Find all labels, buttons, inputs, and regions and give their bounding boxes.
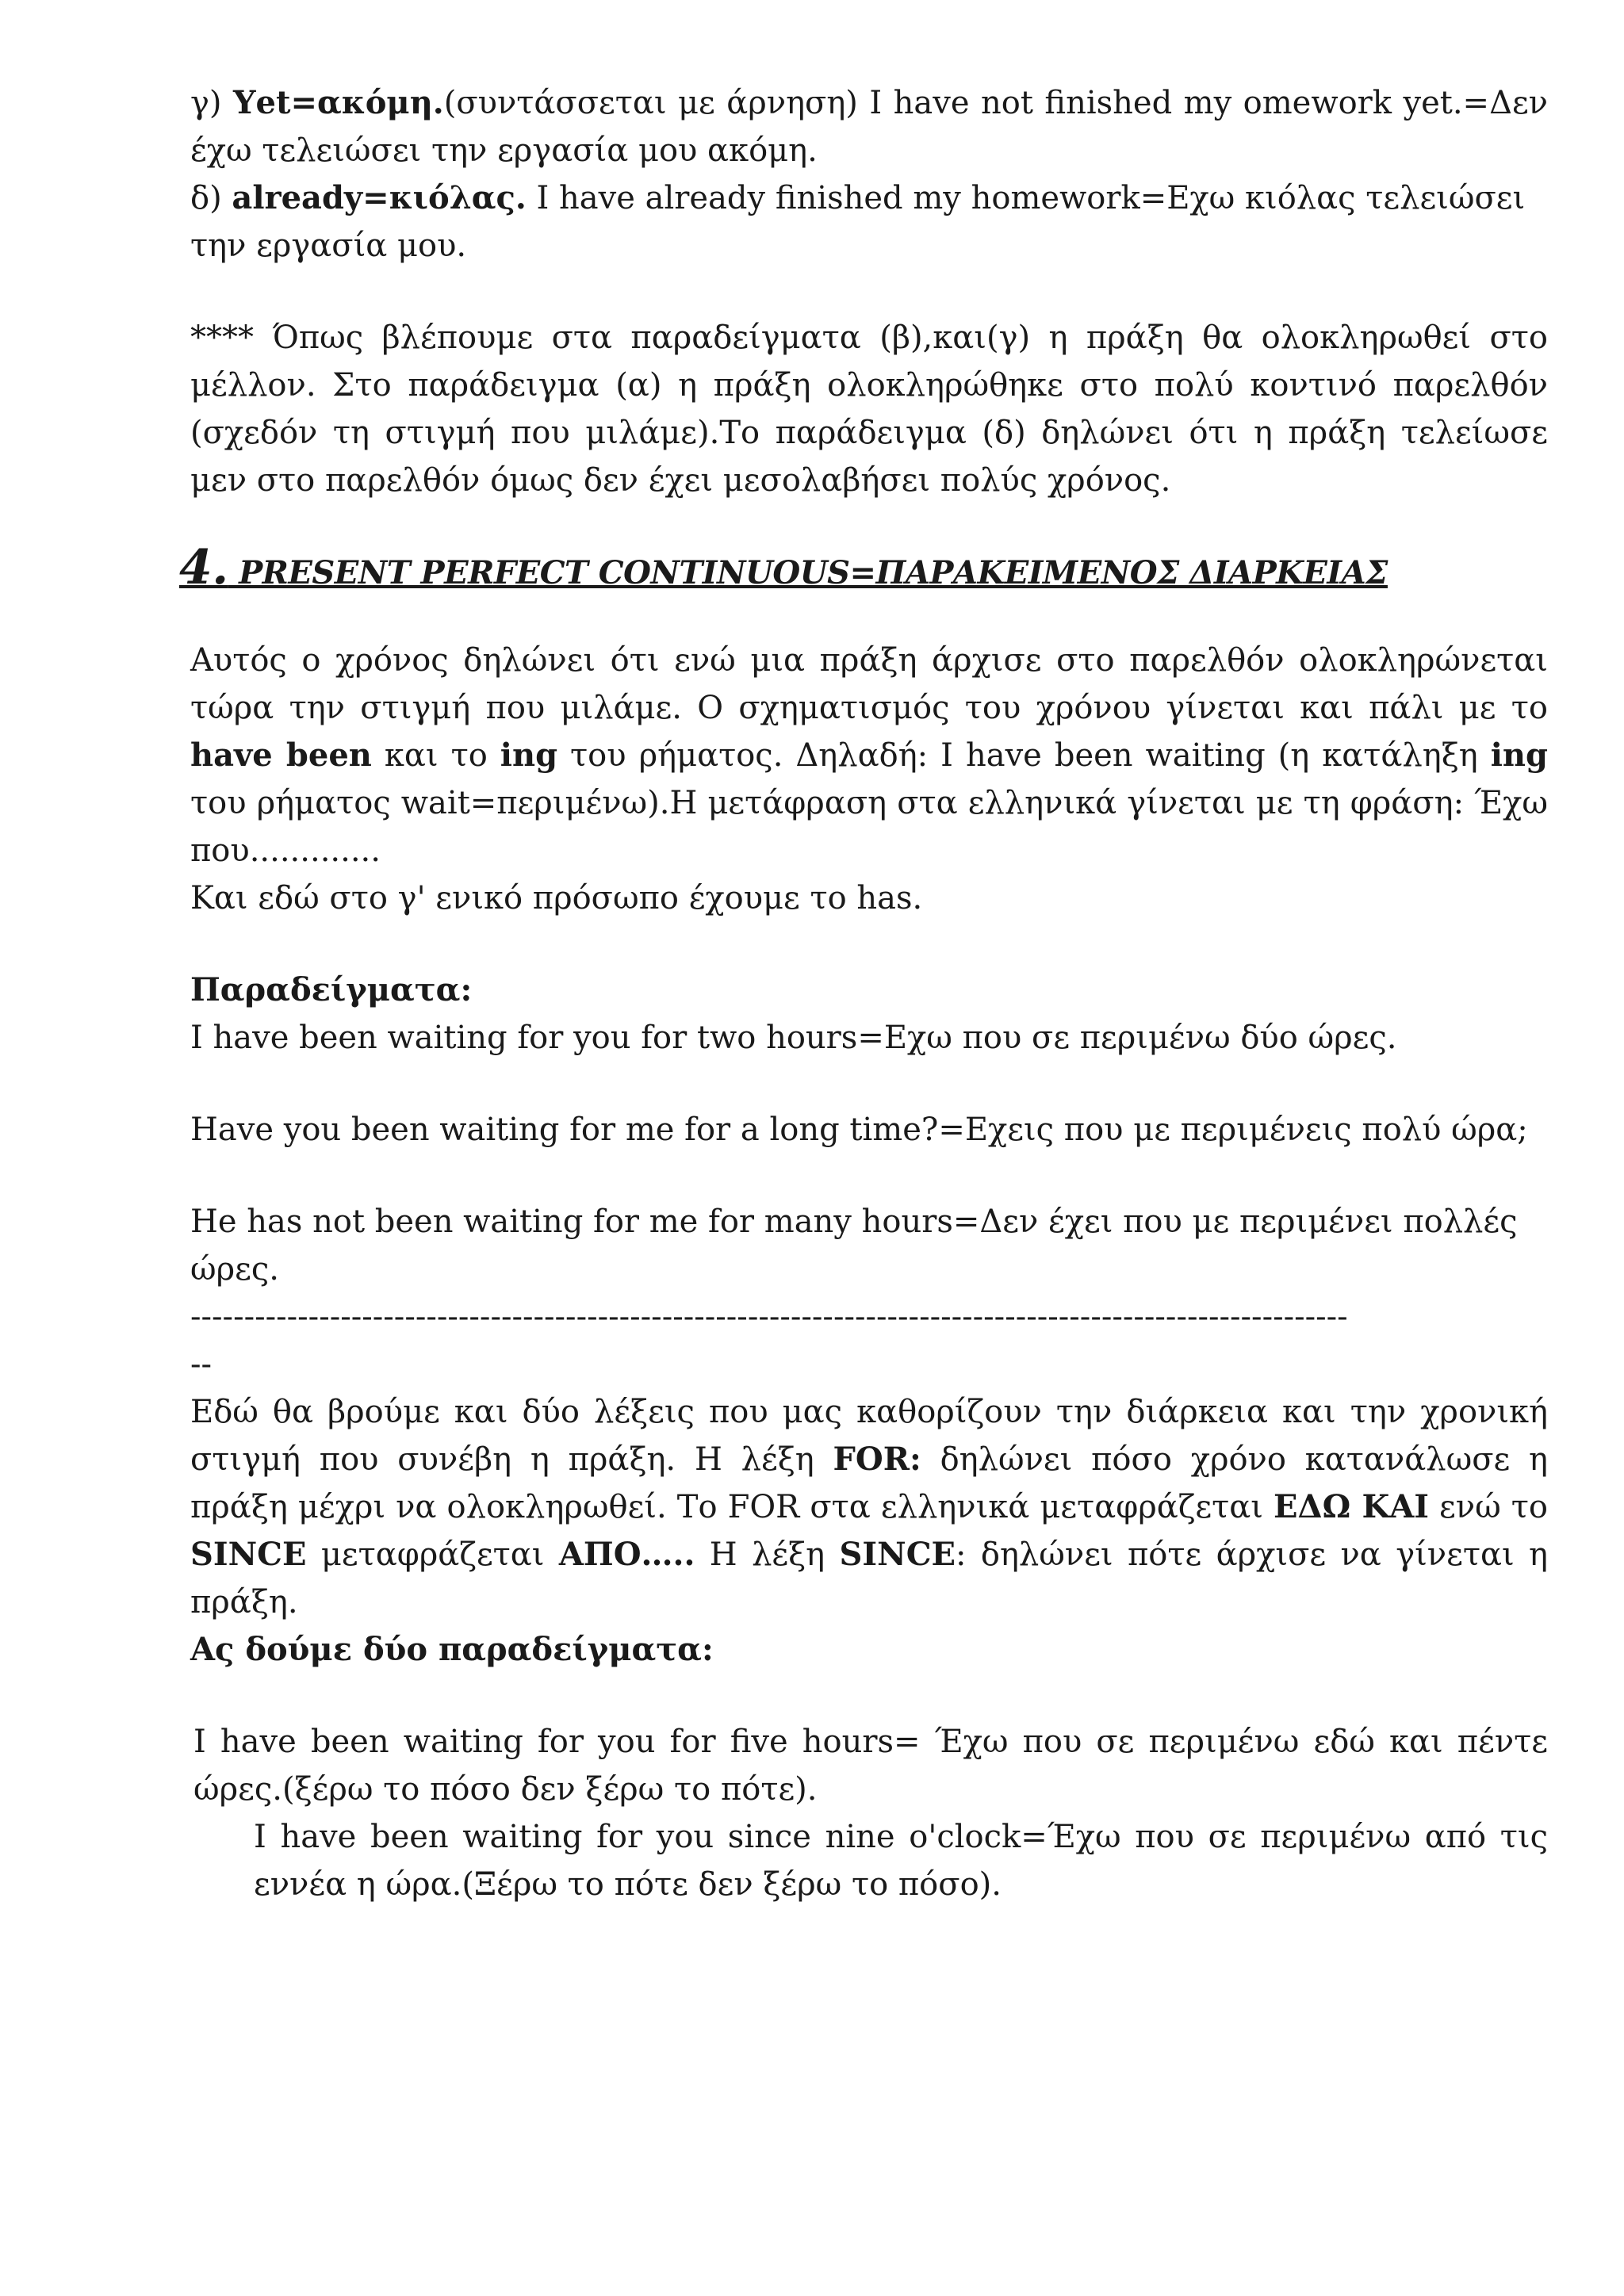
examples-heading	[190, 966, 1548, 1014]
already-term: already=κιόλας.	[232, 179, 527, 216]
for-since-text-3: ενώ το	[1428, 1489, 1549, 1525]
item-label-delta: δ)	[190, 180, 232, 216]
intro-text-1: Αυτός ο χρόνος δηλώνει ότι ενώ μια πράξη άρχισε στο παρελθόν ολοκληρώνεται τώρα την στιγμή που μιλάμε. Ο σχηματισμός του χρόνου γίνεται και πάλι με το	[190, 642, 1548, 726]
two-examples-heading	[190, 1626, 1548, 1674]
section-number: 4.	[179, 540, 228, 595]
intro-bold-ing-2: ing	[1490, 737, 1548, 774]
for-since-text-4: μεταφράζεται	[306, 1536, 559, 1573]
two-examples-heading-text: Ας δούμε δύο παραδείγματα:	[190, 1631, 714, 1668]
intro-text-3: του ρήματος. Δηλαδή: I have been waiting (η κατάληξη	[557, 737, 1491, 774]
since-term: SINCE	[190, 1536, 307, 1573]
for-since-text-6: : δηλώνει πότε άρχισε να γίνεται η πράξη.	[190, 1536, 1548, 1621]
third-person-note: Και εδώ στο γ' ενικό πρόσωπο έχουμε το has.	[190, 880, 923, 916]
section-heading	[179, 536, 1548, 605]
intro-text-4: του ρήματος wait=περιμένω).Η μετάφραση στα ελληνικά γίνεται με τη φράση: Έχω που.............	[190, 785, 1548, 869]
examples-heading-text: Παραδείγματα:	[190, 971, 473, 1008]
since-example: I have been waiting for you since nine o'clock=Έχω που σε περιμένω από τις εννέα η ώρα.(Ξέρω το πότε δεν ξέρω το πόσο).	[254, 1819, 1548, 1903]
section-title: PRESENT PERFECT CONTINUOUS=ΠΑΡΑΚΕΙΜΕΝΟΣ ΔΙΑΡΚΕΙΑΣ	[228, 554, 1388, 591]
for-since-text-1: Εδώ θα βρούμε και δύο λέξεις που μας καθορίζουν την διάρκεια και την χρονική στιγμή που συνέβη η πράξη. Η λέξη	[190, 1394, 1548, 1478]
for-translation: ΕΔΩ ΚΑΙ	[1274, 1488, 1429, 1525]
yet-term: Υet=ακόμη.	[232, 84, 444, 121]
intro-text-2: και το	[371, 737, 500, 774]
intro-bold-have-been: have been	[190, 737, 372, 774]
example-1: I have been waiting for you for two hours=Εχω που σε περιμένω δύο ώρες.	[190, 1020, 1397, 1056]
for-term: FOR:	[833, 1441, 921, 1478]
for-since-paragraph	[190, 1388, 1548, 1626]
since-translation: ΑΠΟ…..	[558, 1536, 695, 1573]
example-3: He has not been waiting for me for many hours=Δεν έχει που με περιμένει πολλές ώρες.	[190, 1203, 1518, 1288]
example-2: Have you been waiting for me for a long time?=Εχεις που με περιμένεις πολύ ώρα;	[190, 1112, 1528, 1148]
separator-line: ------------------------------------------------------------------------------------------------------------	[190, 1299, 1348, 1335]
for-example: I have been waiting for you for five hours= Έχω που σε περιμένω εδώ και πέντε ώρες.(ξέρω το πόσο δεν ξέρω το πότε).	[193, 1724, 1548, 1808]
examples-note: **** Όπως βλέπουμε στα παραδείγματα (β),και(γ) η πράξη θα ολοκληρωθεί στο μέλλον. Στο παράδειγμα (α) η πράξη ολοκληρώθηκε στο πολύ κοντινό παρελθόν (σχεδόν τη στιγμή που μιλάμε).Το παράδειγμα (δ) δηλώνει ότι η πράξη τελείωσε μεν στο παρελθόν όμως δεν έχει μεσολαβήσει πολύς χρόνος.	[190, 320, 1548, 499]
since-term-2: SINCE	[839, 1536, 956, 1573]
document-body	[179, 79, 1549, 1908]
already-explanation: I have already finished my homework=Εχω κιόλας τελειώσει την εργασία μου.	[190, 180, 1526, 264]
separator-tail: --	[190, 1346, 213, 1383]
yet-definition	[190, 79, 1548, 174]
yet-explanation: (συντάσσεται με άρνηση) I have not finished my omework yet.=Δεν έχω τελειώσει την εργασία μου ακόμη.	[190, 85, 1548, 169]
item-label-gamma: γ)	[190, 85, 233, 121]
intro-paragraph	[190, 637, 1548, 874]
for-since-text-2: δηλώνει πόσο χρόνο κατανάλωσε η πράξη μέχρι να ολοκληρωθεί. Το FOR στα ελληνικά μεταφράζεται	[190, 1441, 1548, 1525]
for-since-text-5: Η λέξη	[695, 1536, 840, 1573]
already-definition	[190, 174, 1548, 270]
intro-bold-ing: ing	[500, 737, 558, 774]
